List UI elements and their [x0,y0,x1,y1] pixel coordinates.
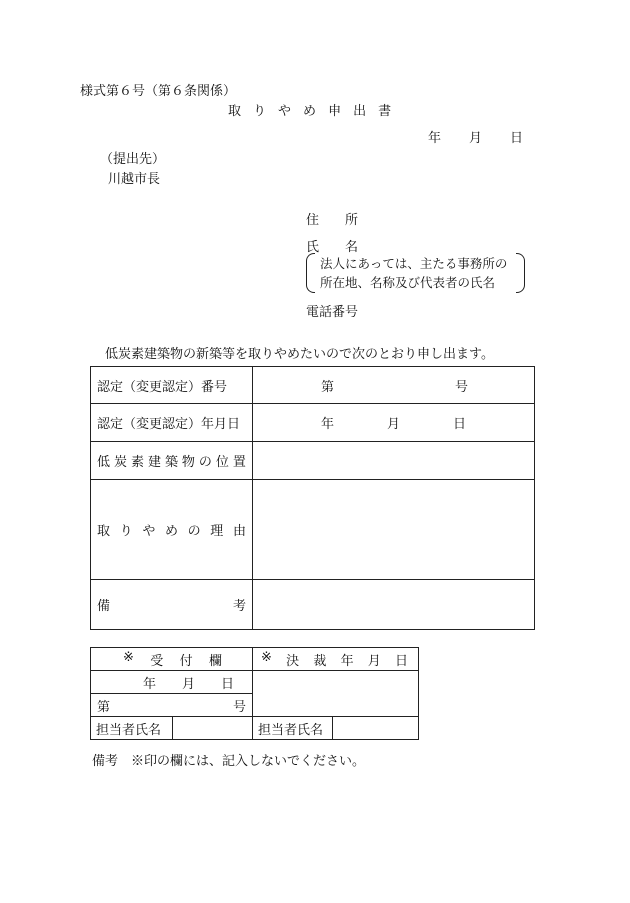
label-char: 素 [130,455,144,470]
label-char: 置 [232,455,246,470]
number-prefix: 第 [97,699,111,715]
addressee-label: （提出先） [100,152,166,167]
withdrawal-reason-field[interactable] [253,480,535,580]
date-month: 月 [182,676,196,692]
header-char: 日 [395,653,409,669]
title-char: 出 [353,104,367,119]
table-row [91,580,535,630]
date-year: 年 [321,417,335,432]
label-char: や [142,524,156,539]
header-char: 年 [340,653,354,669]
label-char: 炭 [113,455,127,470]
footer-note: 備考 ※印の欄には、記入しないでください。 [92,754,366,769]
remarks-field[interactable] [253,580,535,630]
cert-date-label: 認定（変更認定）年月日 [91,404,253,442]
title-char: 申 [328,104,342,119]
decision-staff-label: 担当者氏名 [253,717,333,740]
decision-staff-field[interactable] [333,717,419,740]
form-number: 様式第６号（第６条関係） [80,84,237,99]
header-char: 裁 [313,653,327,669]
date-year: 年 [143,676,157,692]
label-char: 備 [97,599,111,614]
table-row [91,367,535,404]
decision-date-cell[interactable] [253,671,419,717]
title-char: 取 [228,104,242,119]
reception-date-cell[interactable] [91,671,253,694]
reception-header [91,648,253,671]
building-location-field[interactable] [253,442,535,480]
date-month: 月 [386,417,400,432]
addressee: 川越市長 [108,172,161,187]
table-row [91,671,419,694]
reception-staff-field[interactable] [173,717,253,740]
title-char: や [278,104,292,119]
label-char: め [164,524,178,539]
table-row [91,717,419,740]
label-char: の [187,524,201,539]
table-row [91,480,535,580]
decision-header [253,648,419,671]
header-char: ※ [123,649,134,665]
date-month: 月 [469,131,483,146]
reception-number-cell[interactable] [91,694,253,717]
left-bracket [306,253,315,293]
right-bracket [516,253,525,293]
title-char: 書 [378,104,392,119]
submission-date [428,127,523,146]
table-row [91,442,535,480]
label-char: 築 [164,455,178,470]
title-char: り [253,104,267,119]
label-char: 由 [232,524,246,539]
corporation-note-line1: 法人にあっては、主たる事務所の [320,256,508,271]
statement-text: 低炭素建築物の新築等を取りやめたいので次のとおり申し出ます。 [105,347,494,362]
corporation-note-bracket [306,253,525,293]
date-year: 年 [428,131,442,146]
label-char: 低 [97,455,111,470]
label-char: 位 [215,455,229,470]
label-char: 物 [181,455,195,470]
label-char: 理 [210,524,224,539]
label-char: 建 [147,455,161,470]
withdrawal-reason-label [91,480,253,580]
number-suffix: 号 [454,379,468,395]
number-prefix: 第 [321,379,335,395]
applicant-address-label: 住 所 [306,213,359,228]
office-use-table [90,647,419,740]
title-char: め [303,104,317,119]
label-char: り [119,524,133,539]
label-char: 考 [232,599,246,614]
remarks-label [91,580,253,630]
header-char: 付 [179,653,193,669]
header-char: 受 [150,653,164,669]
date-day: 日 [510,131,524,146]
reception-staff-label: 担当者氏名 [91,717,173,740]
document-title [228,100,403,119]
table-row [91,404,535,442]
cert-number-label: 認定（変更認定）番号 [91,367,253,404]
main-form-table [90,366,535,630]
date-day: 日 [221,676,235,692]
header-char: 月 [367,653,381,669]
applicant-name-label: 氏 名 [306,240,359,255]
number-suffix: 号 [233,699,247,715]
table-row [91,648,419,671]
label-char: 取 [97,524,111,539]
applicant-phone-label: 電話番号 [306,305,359,320]
cert-date-field[interactable] [253,404,535,442]
cert-number-field[interactable] [253,367,535,404]
building-location-label [91,442,253,480]
label-char: の [198,455,212,470]
corporation-note-line2: 所在地、名称及び代表者の氏名 [320,275,496,290]
header-char: ※ [261,649,272,665]
header-char: 欄 [208,653,222,669]
header-char: 決 [286,653,300,669]
date-day: 日 [452,417,466,432]
